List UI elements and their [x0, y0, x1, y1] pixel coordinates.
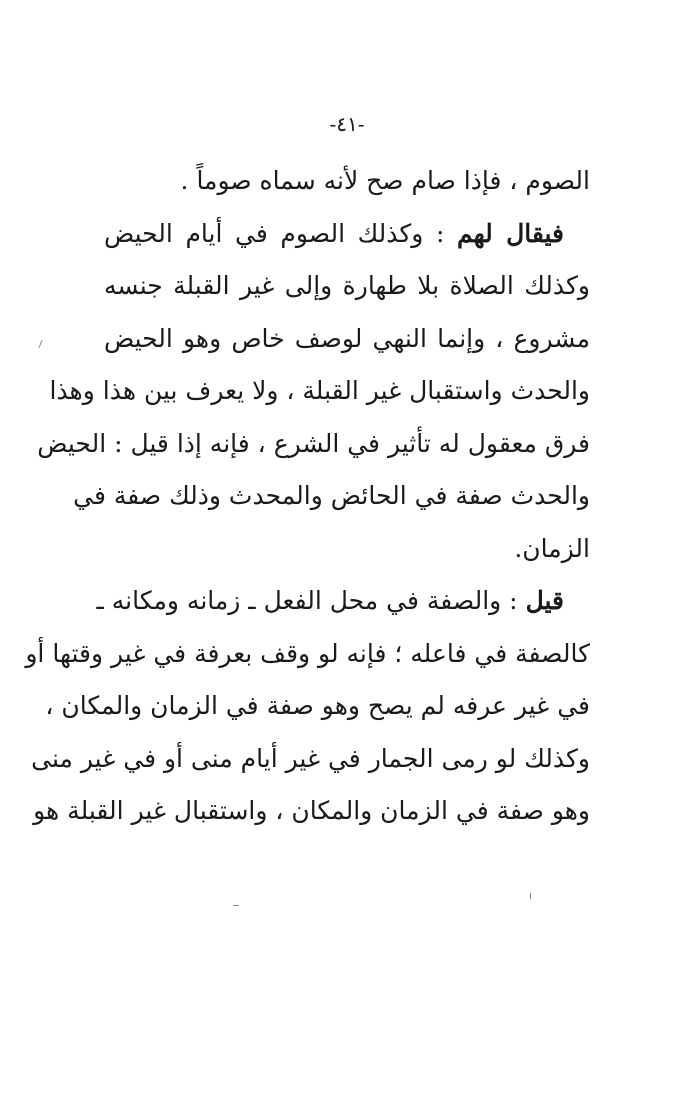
text-line-4: مشروع ، وإنما النهي لوصف خاص وهو الحيض [104, 323, 590, 353]
text-line-7: والحدث صفة في الحائض والمحدث وذلك صفة في [73, 481, 590, 510]
scan-speck [39, 340, 43, 348]
page-number: -٤١- [329, 112, 365, 136]
text-line-13: وهو صفة في الزمان والمكان ، واستقبال غير القبلة هو [33, 796, 590, 825]
speaker-label: فيقال لهم [456, 218, 565, 248]
text-line-3: وكذلك الصلاة بلا طهارة وإلى غير القبلة جنسه [104, 271, 590, 300]
text-line-2: فيقال لهم : وكذلك الصوم في أيام الحيض [104, 218, 565, 248]
text-line-10: كالصفة في فاعله ؛ فإنه لو وقف بعرفة في غير وقتها أو [25, 638, 590, 668]
body-text [25, 155, 590, 838]
text-line-9: قيل : والصفة في محل الفعل ـ زمانه ومكانه ـ [96, 586, 564, 615]
scan-speck [530, 893, 531, 899]
scan-speck [233, 905, 239, 906]
text-line-1: الصوم ، فإذا صام صح لأنه سماه صوماً . [180, 166, 590, 195]
text-line-12: وكذلك لو رمى الجمار في غير أيام منى أو في غير منى [31, 743, 590, 773]
text-line-8: الزمان. [514, 533, 590, 563]
speaker-label: قيل [525, 586, 564, 615]
text-line-5: والحدث واستقبال غير القبلة ، ولا يعرف بين هذا وهذا [49, 376, 590, 405]
text-line-6: فرق معقول له تأثير في الشرع ، فإنه إذا قيل : الحيض [37, 428, 590, 458]
text-line-11: في غير عرفه لم يصح وهو صفة في الزمان والمكان ، [45, 691, 590, 720]
